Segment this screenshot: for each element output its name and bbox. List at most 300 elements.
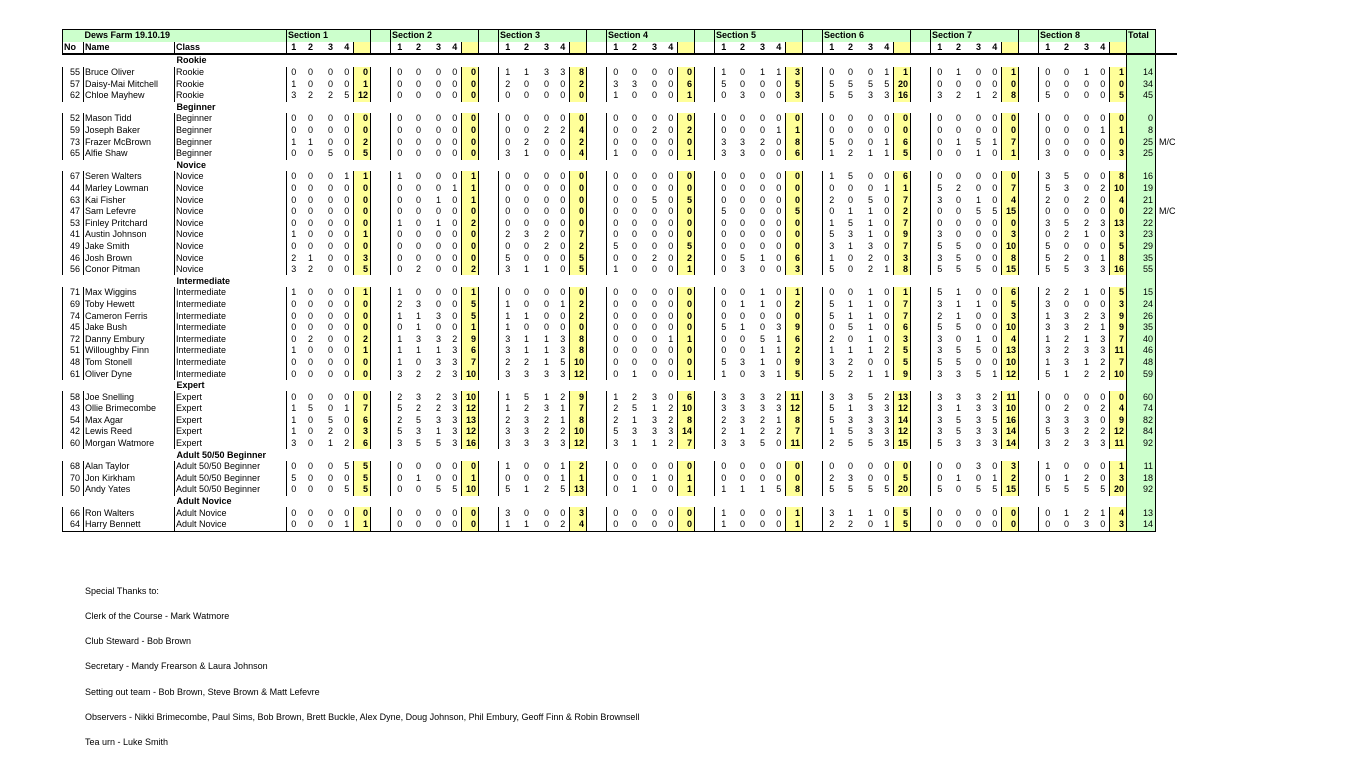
lap-score: 0 [435,322,441,333]
lap-score: 5 [1039,252,1057,264]
lap-score: 0 [435,136,441,147]
rider-name: Max Wiggins [84,287,175,299]
lap-score: 0 [543,113,549,124]
section-total: 7 [1110,357,1127,369]
section-total: 1 [786,287,803,299]
lap-score: 0 [715,473,733,485]
section-total: 1 [678,484,695,496]
lap-score: 3 [415,426,421,437]
rider-class: Rookie [175,78,287,90]
section-gap [803,78,823,90]
lap-score: 1 [867,298,873,309]
section-total: 15 [1002,206,1019,218]
lap-score: 0 [715,264,733,276]
rider-class: Intermediate [175,357,287,369]
section-gap [911,218,931,230]
lap-score: 0 [327,113,333,124]
section-gap [695,30,715,42]
lap-score: 0 [327,252,333,263]
section-gap [803,287,823,299]
lap-score: 0 [992,67,998,78]
lap-score: 0 [992,194,998,205]
rider-total: 35 [1127,252,1156,264]
rider-note [1156,194,1177,206]
section-total: 7 [786,426,803,438]
lap-score: 0 [975,217,981,228]
section-total: 8 [1110,252,1127,264]
section-gap [1019,507,1039,519]
lap-score: 0 [847,194,853,205]
section-total: 3 [1002,310,1019,322]
lap-score: 0 [992,310,998,321]
lap-score: 2 [847,356,853,367]
lap-score: 2 [651,125,657,136]
lap-score: 0 [415,206,421,217]
rider-number: 68 [63,461,84,473]
lap-score: 0 [631,206,637,217]
section-gap [1019,78,1039,90]
lap-score: 0 [949,519,969,531]
section-total: 6 [894,322,911,334]
rider-class: Novice [175,264,287,276]
section-total: 0 [786,461,803,473]
lap-score: 0 [992,507,998,518]
lap-score: 0 [391,183,409,195]
lap-score: 0 [823,113,841,125]
lap-score: 0 [523,287,529,298]
lap-score: 1 [823,345,841,357]
section-total: 5 [894,357,911,369]
lap-score: 3 [1063,310,1069,321]
section-total: 11 [1110,438,1127,450]
lap-score: 1 [759,287,765,298]
lap-score: 5 [391,426,409,438]
section-gap [371,507,391,519]
lap-score: 0 [344,298,350,309]
section-gap [587,438,607,450]
lap-score: 0 [560,183,566,194]
lap-header: 2 [517,42,537,55]
lap-score: 0 [739,113,745,124]
rider-row [63,229,1177,241]
section-total: 0 [570,113,587,125]
lap-score: 2 [327,90,333,101]
lap-score: 0 [867,67,873,78]
lap-score: 0 [1100,391,1106,402]
lap-score: 0 [631,345,637,356]
section-total: 16 [894,90,911,102]
section-gap [587,403,607,415]
lap-score: 0 [415,356,421,367]
lap-score: 0 [607,519,625,531]
lap-score: 0 [344,240,350,251]
section-gap [479,183,499,195]
lap-score: 1 [499,299,517,311]
lap-score: 0 [992,171,998,182]
section-total: 8 [786,415,803,427]
lap-score: 0 [307,310,313,321]
section-total: 14 [1002,426,1019,438]
lap-score: 3 [499,438,517,450]
lap-score: 0 [665,519,678,531]
lap-score: 0 [307,414,313,425]
lap-score: 0 [560,194,566,205]
rider-total: 14 [1127,67,1156,79]
lap-score: 2 [499,78,517,90]
rider-total: 21 [1127,194,1156,206]
section-gap [479,218,499,230]
lap-score: 3 [1100,217,1106,228]
lap-score: 5 [823,403,841,415]
rider-note [1156,426,1177,438]
lap-score: 0 [327,206,333,217]
lap-score: 0 [307,368,313,379]
lap-score: 0 [955,217,961,228]
rider-number: 57 [63,78,84,90]
lap-score: 0 [989,519,1002,531]
section-total: 8 [1002,90,1019,102]
section-total: 0 [354,206,371,218]
section-total: 0 [354,299,371,311]
lap-score: 1 [307,252,313,263]
lap-score: 0 [327,368,333,379]
lap-score: 0 [307,113,313,124]
lap-score: 5 [847,217,853,228]
section-total: 10 [1002,403,1019,415]
lap-score: 5 [435,438,441,449]
lap-score: 0 [287,333,301,345]
lap-score: 1 [881,519,894,531]
lap-score: 2 [1100,403,1106,414]
lap-score: 5 [992,484,998,495]
lap-score: 3 [1063,414,1069,425]
lap-score: 1 [560,298,566,309]
rider-class: Expert [175,403,287,415]
section-gap [479,30,499,42]
rider-row [63,67,1177,79]
lap-score: 0 [631,310,637,321]
lap-score: 0 [287,183,301,195]
lap-score: 0 [307,287,313,298]
rider-total: 84 [1127,426,1156,438]
lap-score: 1 [715,368,733,380]
section-gap [587,67,607,79]
lap-score: 3 [975,461,981,472]
lap-score: 0 [1083,298,1089,309]
lap-score: 1 [867,345,873,356]
lap-score: 2 [1063,229,1069,240]
lap-header: 2 [841,42,861,55]
section-total: 1 [678,333,695,345]
lap-score: 0 [847,67,853,78]
rider-note [1156,461,1177,473]
lap-score: 1 [715,484,733,496]
lap-score: 0 [452,240,458,251]
rider-note [1156,183,1177,195]
section-total: 5 [1110,241,1127,253]
section-total: 2 [786,299,803,311]
lap-score: 2 [1083,368,1089,379]
section-total: 5 [354,484,371,496]
section-gap [1019,473,1039,485]
lap-score: 2 [435,368,441,379]
lap-score: 0 [391,484,409,496]
section-gap [587,368,607,380]
lap-score: 3 [992,438,998,449]
lap-score: 0 [975,229,981,240]
lap-score: 0 [931,148,949,160]
rider-number: 59 [63,125,84,137]
section-total: 3 [570,507,587,519]
lap-score: 5 [992,414,998,425]
lap-score: 0 [776,264,782,275]
section-total: 0 [462,241,479,253]
lap-score: 0 [607,229,625,241]
lap-score: 1 [344,403,350,414]
lap-score: 0 [435,264,441,275]
section-total: 2 [570,461,587,473]
lap-score: 0 [523,206,529,217]
section-gap [587,113,607,125]
lap-score: 0 [668,78,674,89]
col-class-header: Class [175,42,287,55]
rider-note [1156,438,1177,450]
section-total: 1 [354,519,371,531]
lap-score: 0 [884,461,890,472]
lap-score: 3 [975,438,981,449]
lap-score: 0 [739,206,745,217]
lap-score: 5 [435,484,441,495]
section-gap [587,136,607,148]
lap-score: 0 [523,113,529,124]
section-gap [803,194,823,206]
lap-score: 3 [1063,183,1069,194]
lap-score: 0 [955,229,961,240]
lap-score: 3 [955,368,961,379]
lap-score: 0 [867,461,873,472]
lap-score: 0 [884,507,890,518]
section-total: 0 [678,461,695,473]
lap-score: 0 [1063,391,1069,402]
lap-score: 3 [452,345,458,356]
lap-score: 3 [931,333,949,345]
lap-score: 0 [307,148,313,159]
lap-score: 1 [776,345,782,356]
rider-name: Toby Hewett [84,299,175,311]
lap-score: 0 [435,298,441,309]
section-total: 0 [1002,218,1019,230]
lap-score: 0 [955,333,961,344]
lap-score: 0 [452,264,458,275]
section-gap [587,310,607,322]
section-gap [371,391,391,403]
lap-score: 0 [1083,113,1089,124]
lap-score: 2 [543,125,549,136]
section-total: 2 [354,136,371,148]
rider-number: 73 [63,136,84,148]
section-total: 13 [570,484,587,496]
section-gap [1019,194,1039,206]
section-total: 0 [678,507,695,519]
lap-score: 0 [867,171,873,182]
lap-score: 0 [560,264,566,275]
lap-score: 0 [452,148,458,159]
lap-score: 0 [1083,206,1089,217]
lap-score: 0 [651,171,657,182]
lap-score: 3 [1039,438,1057,450]
lap-score: 0 [668,264,674,275]
section-total: 0 [786,194,803,206]
section-gap [479,194,499,206]
section-gap [695,67,715,79]
lap-score: 0 [631,472,637,483]
lap-score: 0 [715,241,733,253]
lap-score: 0 [415,148,421,159]
section-total: 0 [462,78,479,90]
section-total: 1 [678,473,695,485]
thanks-line: Special Thanks to: [85,586,159,596]
rider-class: Novice [175,194,287,206]
section-total: 7 [894,218,911,230]
section-total: 10 [570,426,587,438]
lap-score: 1 [992,472,998,483]
lap-score: 1 [955,472,961,483]
rider-row [63,426,1177,438]
section-gap [1019,30,1039,42]
lap-score: 5 [884,484,890,495]
lap-score: 3 [759,403,765,414]
rider-total: 15 [1127,287,1156,299]
section-gap [803,218,823,230]
lap-score: 0 [607,252,625,264]
section-total: 2 [678,125,695,137]
section-gap [911,241,931,253]
lap-score: 0 [992,345,998,356]
lap-score: 2 [992,90,998,101]
section-gap [803,171,823,183]
lap-score: 0 [884,310,890,321]
lap-score: 1 [1083,356,1089,367]
section-gap [371,78,391,90]
lap-score: 0 [452,252,458,263]
lap-score: 0 [452,310,458,321]
lap-score: 3 [1063,322,1069,333]
subheader-row [63,42,1177,55]
lap-score: 2 [1083,322,1089,333]
section-gap [1019,42,1039,55]
lap-score: 0 [631,194,637,205]
section-total: 10 [678,403,695,415]
lap-score: 2 [1100,356,1106,367]
lap-header: 1 [607,42,625,55]
lap-score: 1 [867,322,873,333]
lap-score: 2 [560,391,566,402]
lap-score: 0 [651,345,657,356]
lap-score: 0 [543,171,549,182]
lap-score: 0 [931,206,949,218]
section-total: 13 [462,415,479,427]
lap-score: 1 [327,438,333,449]
lap-score: 0 [975,183,981,194]
lap-score: 5 [823,299,841,311]
lap-header: 1 [1039,42,1057,55]
section-total: 1 [786,125,803,137]
lap-score: 0 [975,472,981,483]
section-total-header [354,42,371,55]
rider-total: 16 [1127,171,1156,183]
rider-name: Oliver Dyne [84,368,175,380]
lap-score: 0 [715,90,733,102]
lap-score: 0 [884,298,890,309]
lap-score: 0 [607,171,625,183]
section-gap [911,78,931,90]
section-gap [371,345,391,357]
lap-score: 0 [776,252,782,263]
lap-score: 3 [884,438,890,449]
section-total: 5 [570,264,587,276]
lap-score: 1 [1063,472,1069,483]
lap-score: 1 [776,414,782,425]
lap-score: 3 [499,368,517,380]
section-gap [587,241,607,253]
rider-name: Morgan Watmore [84,438,175,450]
lap-score: 2 [543,414,549,425]
rider-row [63,403,1177,415]
lap-score: 5 [847,322,853,333]
lap-header: 2 [301,42,321,55]
lap-score: 0 [307,322,313,333]
rider-number: 74 [63,310,84,322]
lap-score: 0 [543,252,549,263]
lap-score: 5 [955,240,961,251]
lap-score: 1 [847,507,853,518]
lap-score: 1 [847,240,853,251]
lap-score: 3 [452,368,458,379]
lap-score: 0 [344,287,350,298]
lap-score: 2 [391,415,409,427]
lap-score: 5 [823,310,841,322]
lap-header: 1 [823,42,841,55]
lap-score: 1 [543,264,549,275]
lap-score: 0 [651,148,657,159]
lap-score: 0 [415,125,421,136]
section-total: 12 [462,426,479,438]
lap-score: 5 [955,252,961,263]
lap-score: 5 [327,148,333,159]
lap-score: 0 [847,113,853,124]
lap-score: 0 [867,472,873,483]
section-total: 6 [462,345,479,357]
class-group-row [63,54,1177,67]
section-gap [911,368,931,380]
lap-header: 3 [429,42,449,55]
lap-score: 5 [499,252,517,264]
lap-score: 0 [1100,414,1106,425]
lap-score: 1 [607,90,625,102]
rider-note [1156,90,1177,102]
lap-score: 3 [1100,310,1106,321]
rider-total: 19 [1127,183,1156,195]
section-total: 6 [354,438,371,450]
lap-score: 3 [884,90,890,101]
lap-score: 5 [847,438,853,449]
lap-score: 5 [823,136,841,148]
section-gap [695,461,715,473]
rider-number: 65 [63,148,84,160]
section-gap [479,507,499,519]
lap-score: 0 [739,461,745,472]
lap-score: 1 [631,484,637,495]
